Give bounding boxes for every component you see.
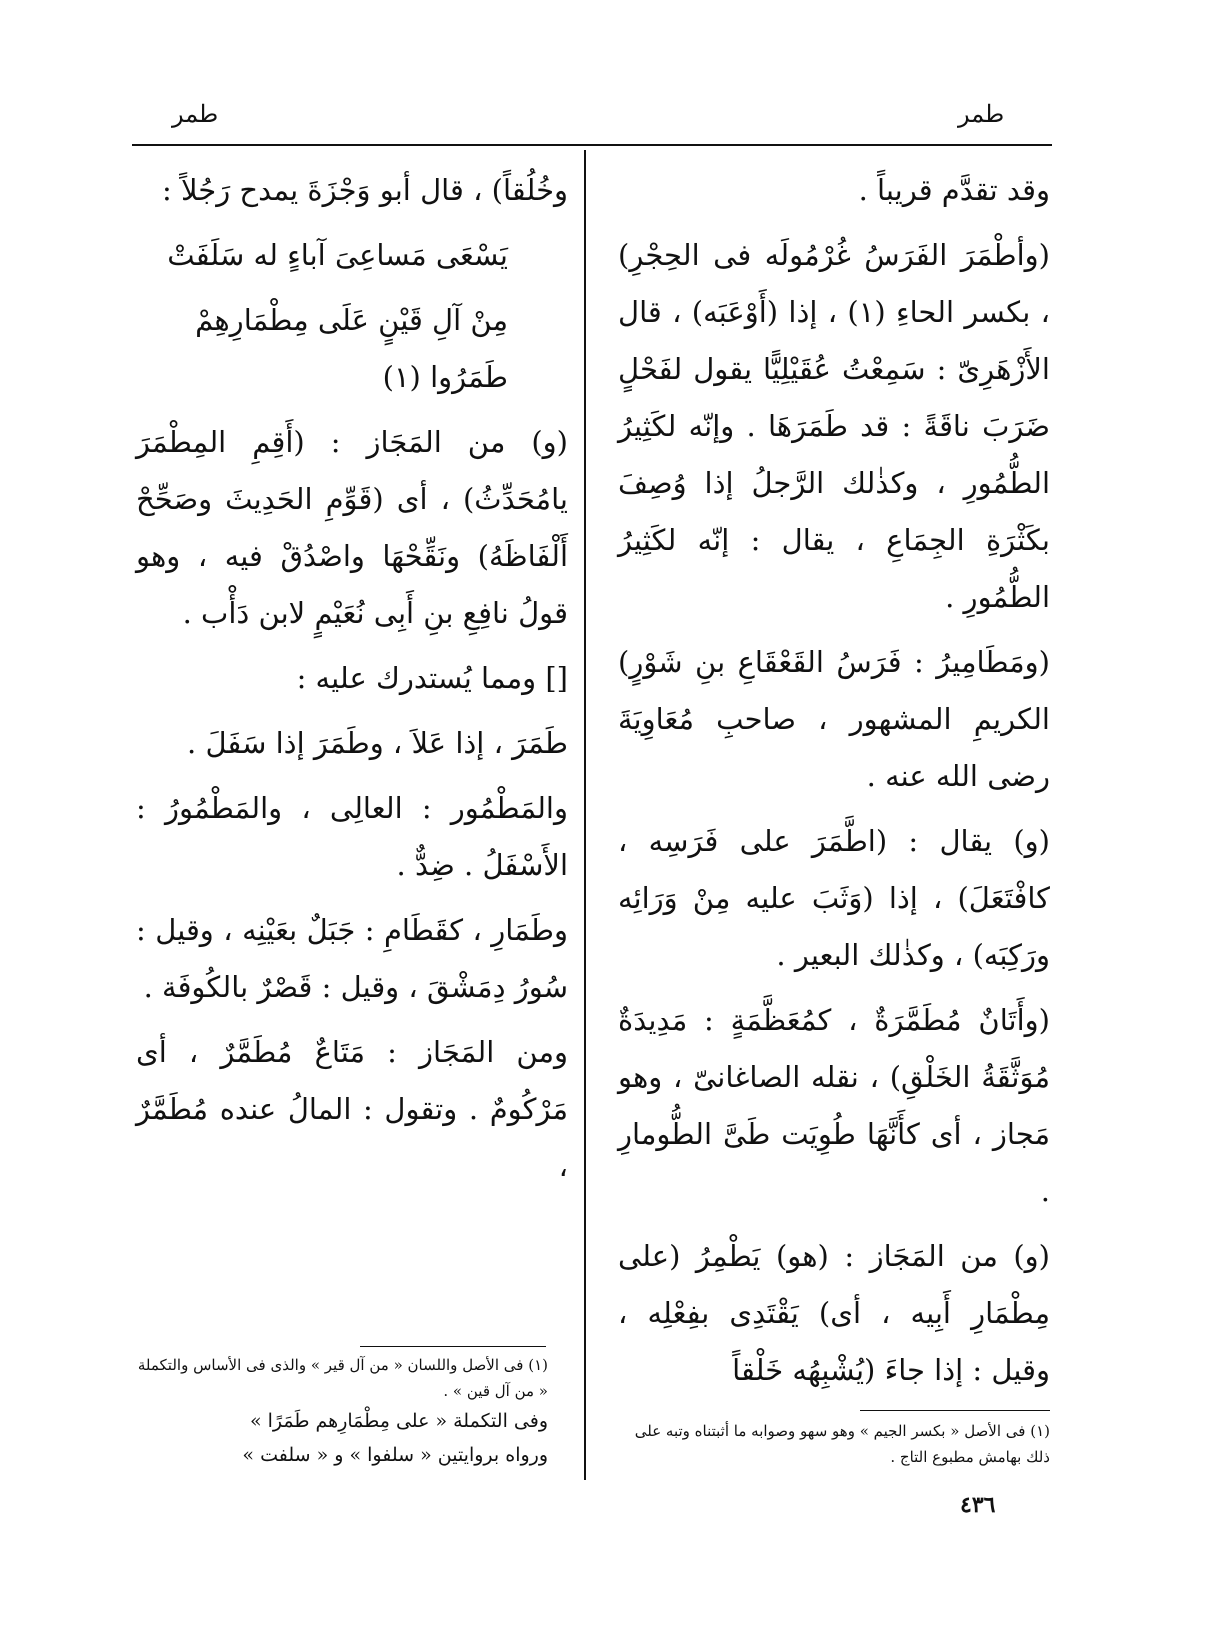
footnote-left-line-2: وفى التكملة « على مِطْمَارِهم طَمَرًا » <box>249 1410 548 1432</box>
right-paragraph-2: (وأطْمَرَ الفَرَسُ غُرْمُولَه فى الحِجْرِ) ، بكسر الحاءِ (١) ، إذا (أَوْعَبَه) ، قال الأَزْهَرِىّ : سَمِعْتُ عُقَيْلِيًّا يقول لفَحْلٍ ضَرَبَ ناقَةً : قد طَمَرَهَا . وإنّه لكَثِيرُ الطُّمُورِ ، وكذٰلك الرَّجلُ إذا وُصِفَ بكَثْرَةِ الجِمَاعِ ، يقال : إنّه لكَثِيرُ الطُّمُورِ . <box>618 238 1050 614</box>
left-paragraph-4: طَمَرَ ، إذا عَلاَ ، وطَمَرَ إذا سَفَلَ . <box>187 726 568 760</box>
left-paragraph-3: [] ومما يُستدرك عليه : <box>296 661 568 695</box>
right-paragraph-1: وقد تقدَّم قريباً . <box>858 173 1050 207</box>
left-paragraph-7: ومن المَجَاز : مَتَاعٌ مُطَمَّرٌ ، أى مَرْكُومٌ . وتقول : المالُ عنده مُطَمَّرٌ ، <box>136 1035 568 1183</box>
left-paragraph-1: وخُلُقاً) ، قال أبو وَجْزَةَ يمدح رَجُلاً : <box>161 173 568 207</box>
footnote-left <box>136 1352 548 1472</box>
footnote-rule-right <box>860 1410 1050 1411</box>
left-paragraph-6: وطَمَارِ ، كقَطَامِ : جَبَلٌ بعَيْنِه ، وقيل : سُورُ دِمَشْقَ ، وقيل : قَصْرٌ بالكُوفَة . <box>136 913 568 1004</box>
page-number: ٤٣٦ <box>960 1492 996 1518</box>
footnote-right <box>618 1418 1050 1470</box>
left-column <box>136 162 568 1203</box>
left-paragraph-2: (و) من المَجَاز : (أَقِمِ المِطْمَرَ يامُحَدِّثُ) ، أى (قَوِّمِ الحَدِيثَ وصَحِّحْ أَلْفَاظَهُ) ونَقِّحْهَا واصْدُقْ فيه ، وهو قولُ نافِعِ بنِ أَبِى نُعَيْمٍ لابن دَأْب . <box>136 425 568 630</box>
column-divider <box>584 150 586 1480</box>
right-paragraph-5: (وأَتَانٌ مُطَمَّرَةٌ ، كمُعَظَّمَةٍ : مَدِيدَةٌ مُوَثَّقَةُ الخَلْقِ) ، نقله الصاغانىّ ، وهو مَجاز ، أى كأَنَّهَا طُوِيَت طَىَّ الطُّومارِ . <box>618 1003 1050 1208</box>
footnote-left-line-1: (١) فى الأصل واللسان « من آل قير » والذى فى الأساس والتكملة « من آل قين » . <box>137 1356 548 1400</box>
footnote-rule-left <box>360 1346 546 1347</box>
verse-line-2: مِنْ آلِ قَيْنٍ عَلَى مِطْمَارِهِمْ طَمَرُوا (١) <box>195 303 508 394</box>
right-paragraph-6: (و) من المَجَاز : (هو) يَطْمِرُ (على مِطْمَارِ أَبِيه ، أى) يَقْتَدِى بفِعْلِه ، وقيل : إذا جاءَ (يُشْبِهُه خَلْقاً <box>618 1239 1050 1387</box>
footnote-right-line-1: (١) فى الأصل « بكسر الجيم » وهو سهو وصوابه ما أثبتناه وتبه على ذلك بهامش مطبوع التاج . <box>634 1422 1050 1466</box>
right-column <box>618 162 1050 1407</box>
left-paragraph-5: والمَطْمُور : العالِى ، والمَطْمُورُ : الأَسْفَلُ . ضِدٌّ . <box>136 791 568 882</box>
running-header-left: طمر <box>172 100 219 128</box>
right-paragraph-3: (ومَطَامِيرُ : فَرَسُ القَعْقَاعِ بنِ شَوْرٍ) الكريمِ المشهور ، صاحبِ مُعَاوِيَةَ رضى الله عنه . <box>618 645 1050 793</box>
header-rule <box>132 144 1052 146</box>
footnote-left-line-3: ورواه بروايتين « سلفوا » و « سلفت » <box>242 1444 548 1466</box>
verse-line-1: يَسْعَى مَساعِىَ آباءٍ له سَلَفَتْ <box>167 238 508 272</box>
right-paragraph-4: (و) يقال : (اطَّمَرَ على فَرَسِه ، كافْتَعَلَ) ، إذا (وَثَبَ عليه مِنْ وَرَائِه ورَكِبَه) ، وكذٰلك البعير . <box>618 824 1050 972</box>
running-header-right: طمر <box>958 100 1005 128</box>
